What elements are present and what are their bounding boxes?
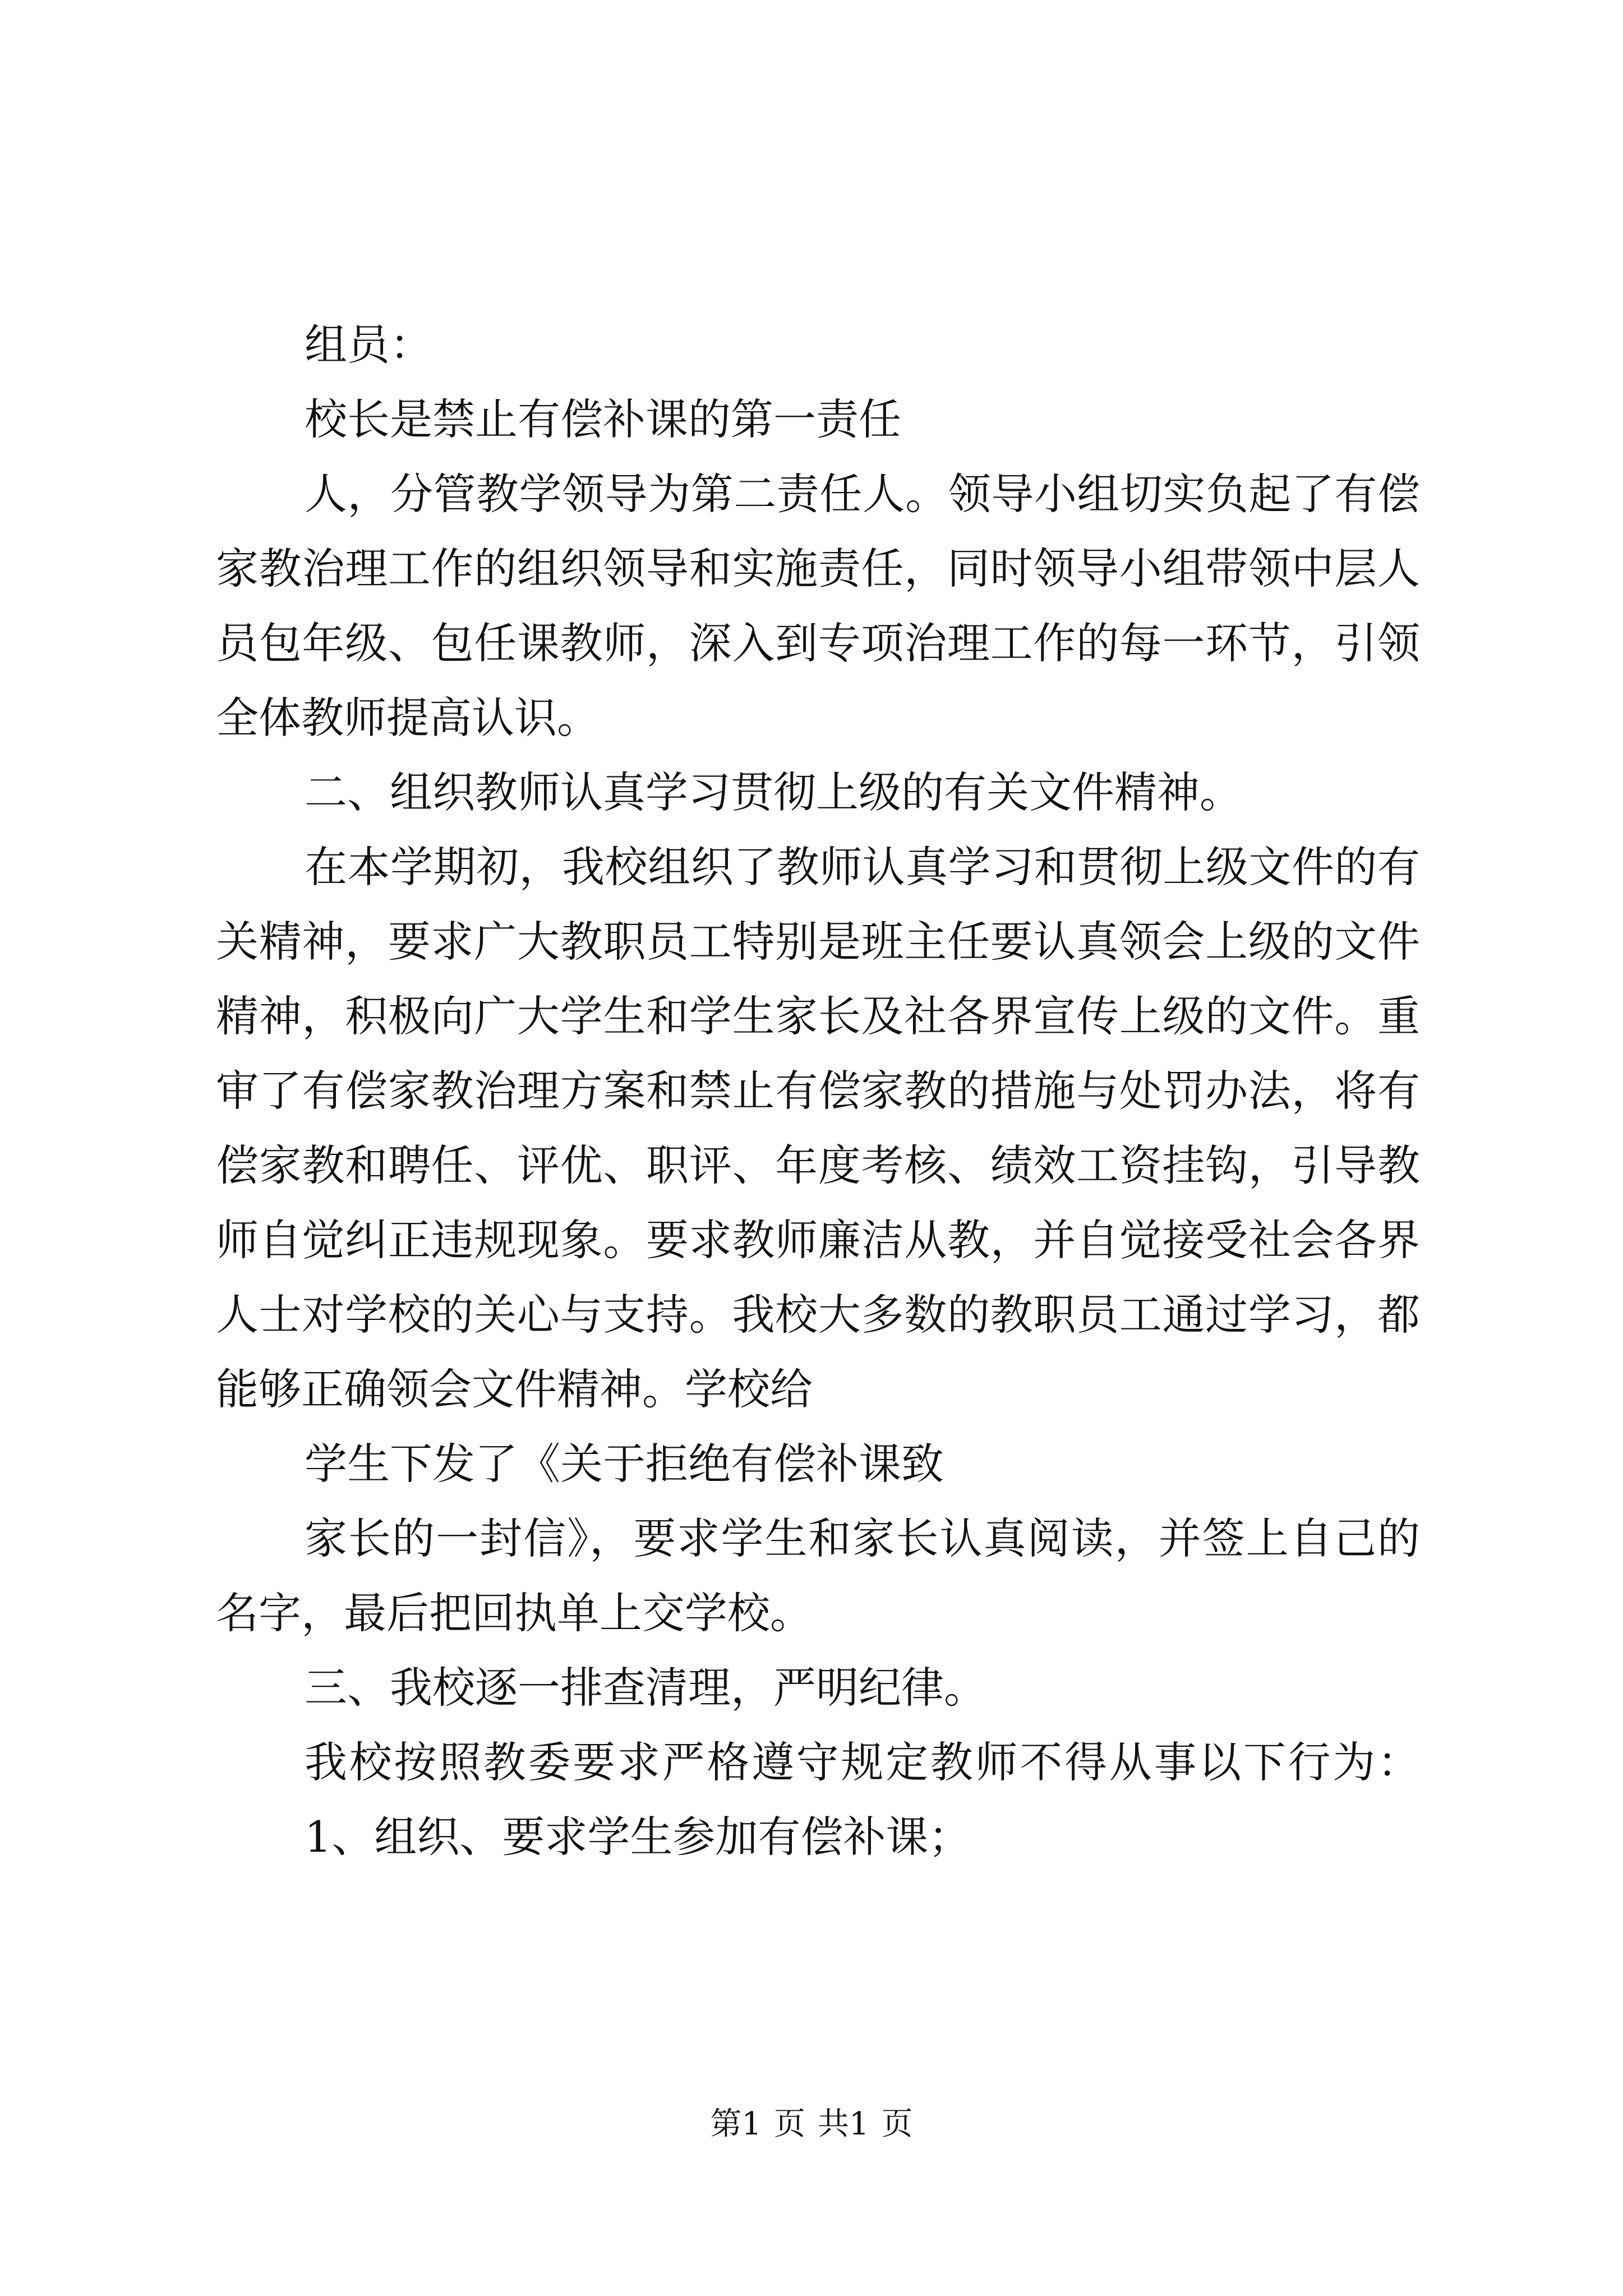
text-line: 名字，最后把回执单上交学校。 — [216, 1588, 813, 1638]
text-line: 关精神，要求广大教职员工特别是班主任要认真领会上级的文件 — [216, 917, 1420, 967]
text-line: 我校按照教委要求严格遵守规定教师不得从事以下行为： — [305, 1737, 1420, 1787]
text-line: 家教治理工作的组织领导和实施责任，同时领导小组带领中层人 — [216, 544, 1420, 593]
text-line: 偿家教和聘任、评优、职评、年度考核、绩效工资挂钩，引导教 — [216, 1140, 1420, 1190]
text-line: 员包年级、包任课教师，深入到专项治理工作的每一环节，引领 — [216, 618, 1420, 668]
text-line: 审了有偿家教治理方案和禁止有偿家教的措施与处罚办法，将有 — [216, 1066, 1420, 1116]
text-line: 能够正确领会文件精神。学校给 — [216, 1364, 813, 1414]
total-number: 1 — [849, 2106, 869, 2142]
text-line: 组员： — [305, 320, 432, 370]
text-line: 二、组织教师认真学习贯彻上级的有关文件精神。 — [305, 767, 1242, 817]
text-line: 师自觉纠正违规现象。要求教师廉洁从教，并自觉接受社会各界 — [216, 1215, 1420, 1265]
text-line: 三、我校逐一排查清理，严明纪律。 — [305, 1663, 986, 1713]
page-number: 1 — [741, 2106, 762, 2142]
page-prefix: 第 — [710, 2106, 742, 2142]
text-line: 精神，积极向广大学生和学生家长及社各界宣传上级的文件。重 — [216, 991, 1420, 1041]
total-suffix: 页 — [881, 2106, 913, 2142]
page-suffix: 页 — [774, 2106, 805, 2142]
text-line: 全体教师提高认识。 — [216, 693, 600, 743]
text-line: 校长是禁止有偿补课的第一责任 — [305, 394, 901, 444]
text-line: 人，分管教学领导为第二责任人。领导小组切实负起了有偿 — [305, 469, 1420, 519]
text-line: 学生下发了《关于拒绝有偿补课致 — [305, 1439, 944, 1489]
text-line: 1、组织、要求学生参加有偿补课； — [305, 1812, 971, 1862]
document-body — [216, 307, 1426, 1874]
page-footer — [0, 2099, 1623, 2144]
text-line: 家长的一封信》，要求学生和家长认真阅读，并签上自己的 — [305, 1513, 1420, 1563]
text-line: 在本学期初，我校组织了教师认真学习和贯彻上级文件的有 — [305, 842, 1420, 892]
total-prefix: 共 — [818, 2106, 849, 2142]
text-line: 人士对学校的关心与支持。我校大多数的教职员工通过学习，都 — [216, 1290, 1420, 1340]
